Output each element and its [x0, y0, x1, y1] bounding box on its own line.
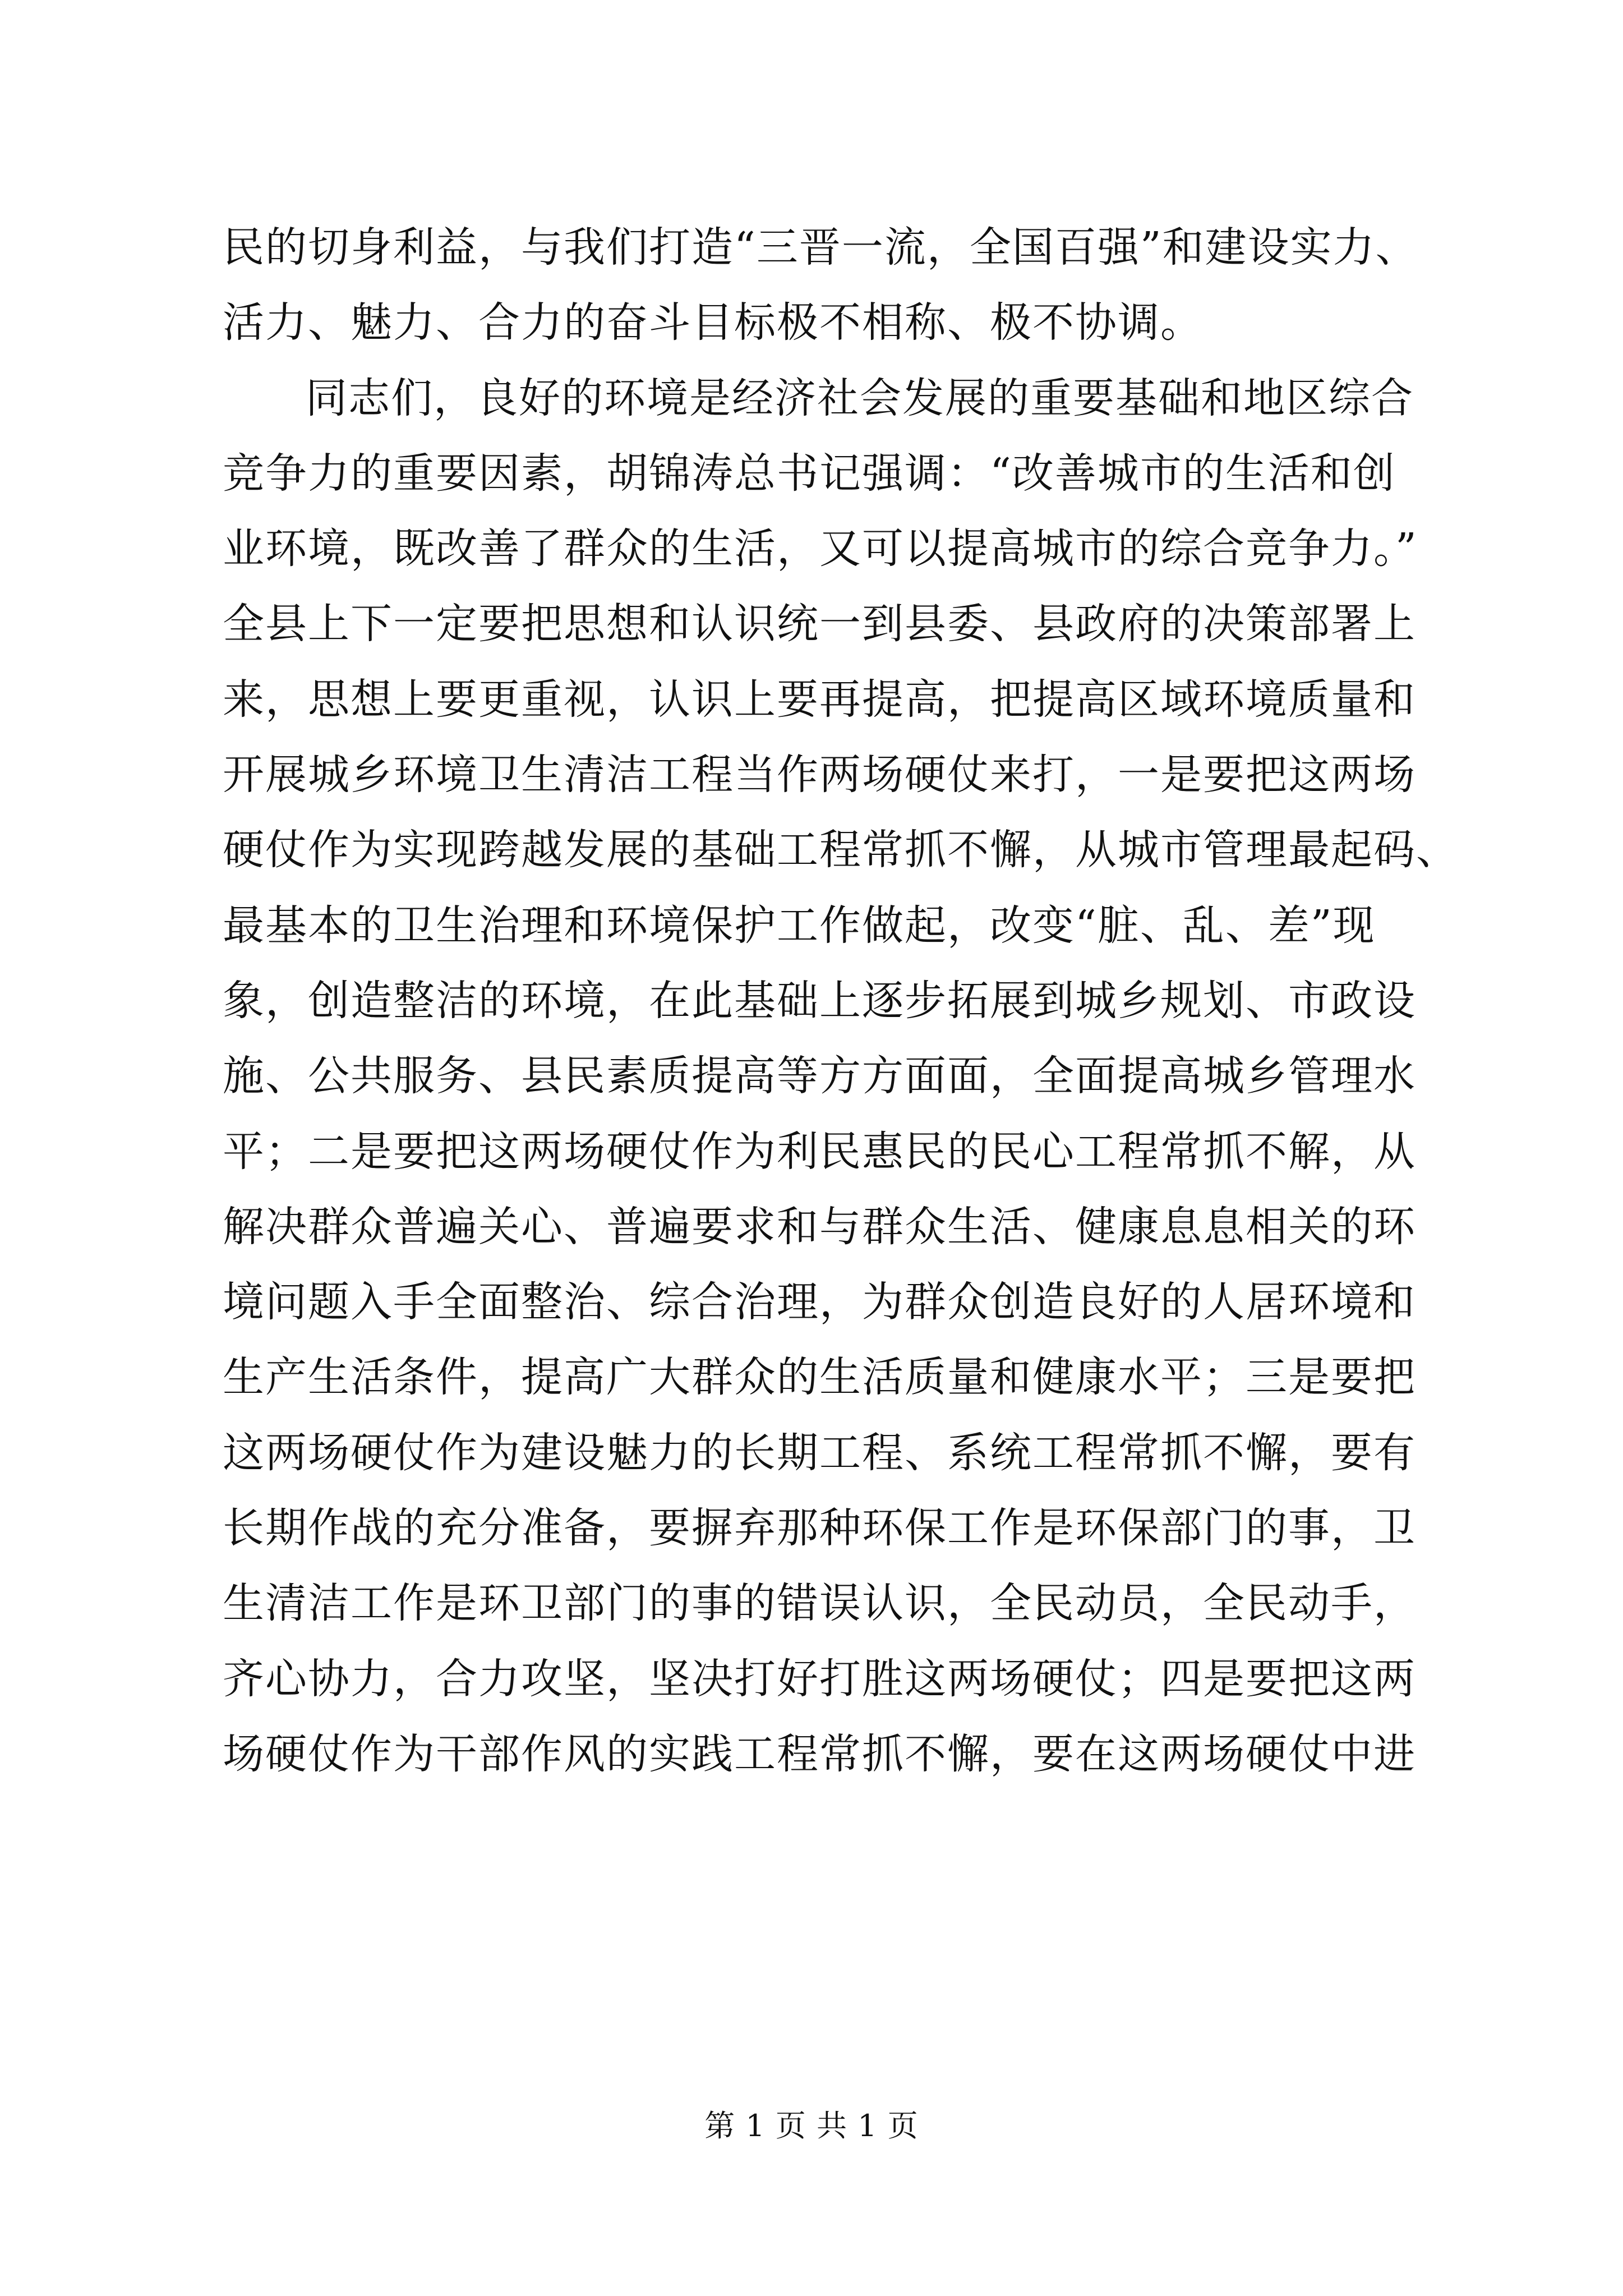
text-line: 开展城乡环境卫生清洁工程当作两场硬仗来打，一是要把这两场 [223, 751, 1416, 799]
text-line: 场硬仗作为干部作风的实践工程常抓不懈，要在这两场硬仗中进 [223, 1729, 1416, 1778]
text-line: 业环境，既改善了群众的生活，又可以提高城市的综合竞争力。” [223, 524, 1418, 573]
text-line: 竞争力的重要因素，胡锦涛总书记强调：“改善城市的生活和创 [223, 449, 1396, 498]
document-body [223, 210, 1459, 1792]
text-line: 来，思想上要更重视，认识上要再提高，把提高区域环境质量和 [223, 675, 1416, 724]
text-line: 长期作战的充分准备，要摒弃那种环保工作是环保部门的事，卫 [223, 1504, 1416, 1553]
page-footer: 第 1 页 共 1 页 [704, 2108, 919, 2143]
text-line: 最基本的卫生治理和环境保护工作做起，改变“脏、乱、差”现 [223, 901, 1376, 950]
text-line: 生产生活条件，提高广大群众的生活质量和健康水平；三是要把 [223, 1353, 1416, 1402]
text-line: 活力、魅力、合力的奋斗目标极不相称、极不协调。 [223, 298, 1203, 347]
text-line: 象，创造整洁的环境，在此基础上逐步拓展到城乡规划、市政设 [223, 976, 1416, 1025]
text-line: 这两场硬仗作为建设魅力的长期工程、系统工程常抓不懈，要有 [223, 1428, 1416, 1477]
text-line: 齐心协力，合力攻坚，坚决打好打胜这两场硬仗；四是要把这两 [223, 1654, 1416, 1703]
text-line: 硬仗作为实现跨越发展的基础工程常抓不懈，从城市管理最起码、 [223, 826, 1459, 875]
text-line: 民的切身利益，与我们打造“三晋一流，全国百强”和建设实力、 [223, 223, 1418, 272]
text-line: 解决群众普遍关心、普遍要求和与群众生活、健康息息相关的环 [223, 1202, 1416, 1251]
text-line: 全县上下一定要把思想和认识统一到县委、县政府的决策部署上 [223, 600, 1416, 648]
text-line: 生清洁工作是环卫部门的事的错误认识，全民动员，全民动手， [223, 1579, 1416, 1628]
paragraph-start-line: 同志们，良好的环境是经济社会发展的重要基础和地区综合 [306, 374, 1414, 422]
text-line: 平；二是要把这两场硬仗作为利民惠民的民心工程常抓不解，从 [223, 1127, 1416, 1176]
text-line: 施、公共服务、县民素质提高等方方面面，全面提高城乡管理水 [223, 1052, 1416, 1101]
text-line: 境问题入手全面整治、综合治理，为群众创造良好的人居环境和 [223, 1278, 1416, 1327]
